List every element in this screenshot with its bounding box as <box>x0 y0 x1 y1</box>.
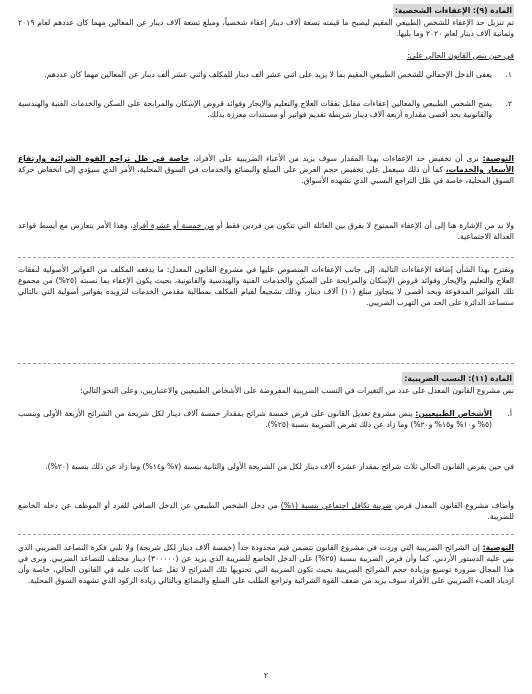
current-brackets: في حين يفرض القانون الحالي ثلاث شرائح بمقدار عشرة آلاف دينار لكل من الشريحة الأولى والثانية بنسبة (٧% و١٤%) وما زاد عن ذلك بنسبة (٢٠%). <box>45 462 514 471</box>
article-11-intro: نص مشروع القانون المعدل على عدد من التغيرات في النسب الضريبية المفروضة على الأشخاص الطبيعيين والاعتباريين، وعلى النحو التالي: <box>80 386 514 395</box>
divider <box>18 363 514 364</box>
document-page <box>18 0 514 694</box>
article-11-title: المادة (١١): النسب الضريبية: <box>404 374 512 383</box>
article-9-recommendation: التوصية: نرى أن تخفيض حد الإعفاءات بهذا المقدار سوف يزيد من الأعباء الضريبية على الأفراد، خاصة في ظل تراجع القوة الشرائية وارتفاع الأسعار والخدمات، كما أن ذلك سيعمل على تخفيض حجم العرض على السلع والبضائع والخدمات في السوق المحلية، الأمر الذي سيؤدي إلى انخفاض حركة السوق المحلية، خاصة في ظل التراجع النسبي الذي تشهده الأسواق. <box>18 154 514 185</box>
recommendation-label: التوصية: <box>482 154 514 163</box>
natural-persons-item: أ. الأشخاص الطبيعيين: ينص مشروع تعديل القانون على فرض خمسة شرائح بمقدار خمسة آلاف دينار لكل شريحة من الشرائح الأربعة الأولى وبنسب (٥% و١٠% و١٥% و٢٠%) وما زاد عن ذلك تفرض الضريبة بنسبة (٢٥%). <box>18 409 512 429</box>
exemption-suggestion: ونقترح بهذا الشأن إضافة الإعفاءات التالية، إلى جانب الإعفاءات المنصوص عليها في مشروع القانون المعدل: ما يدفعه المكلف من الفواتير الأصولية لنفقات العلاج والتعليم والإيجار وفوائد قروض الإسكان والمرابحة على السكن والخدمات الفنية والهندسية والقانونية، بحيث يكون الإعفاء بما نسبته (٢٥%) من مجموع تلك الفواتير المدفوعة وبحد أقصى لا يتجاوز مبلغ (١٠) آلاف دينار، وذلك تشجيعاً لقيام المكلف بمطالبة مقدمي الخدمات لتزويده بفواتير أصولية التي بالتالي ستساعد الدائرة على الحد من التهرب الضريبي. <box>18 265 514 307</box>
recommendation-label: التوصية: <box>482 543 514 552</box>
page-number: ٢ <box>263 671 269 680</box>
recommendation-emphasis: خاصة في ظل تراجع القوة الشرائية وارتفاع الأسعار والخدمات، <box>18 154 514 174</box>
social-solidarity-tax: وأضاف مشروع القانون المعدل فرض ضريبة تكافل اجتماعي بنسبة (١%) من دخل الشخص الطبيعي عن الدخل الصافي للفرد أو الموظف عن دخله الخاضع للضريبة. <box>18 501 515 521</box>
natural-persons-label: الأشخاص الطبيعيين: <box>415 409 492 418</box>
article-11-title-row <box>18 372 514 385</box>
article-9-intro: تم تنزيل حد الإعفاء للشخص الطبيعي المقيم ليصبح ما قيمته تسعة ألاف دينار إعفاء شخصياً، ومبلغ تسعة آلاف دينار عن المعالين مهما كان عددهم لعام ٢٠١٩ وثمانية آلاف دينار لعام ٢٠٢٠ وما يليها. <box>18 18 514 38</box>
current-law-item-1: ١. يعفى الدخل الإجمالي للشخص الطبيعي المقيم بما لا يزيد على اثني عشر ألف دينار للمكلف واثني عشر ألف دينار عن المعالين مهما كان عددهم. <box>44 70 512 79</box>
item-number: ٢. <box>505 99 512 108</box>
article-9-title-row <box>18 4 514 17</box>
current-law-heading-row <box>18 50 514 61</box>
item-letter: أ. <box>507 409 512 418</box>
social-solidarity-emphasis: ضريبة تكافل اجتماعي بنسبة (١%) <box>280 501 392 510</box>
current-law-item-2: ٢. يمنح الشخص الطبيعي والمعالين إعفاءات مقابل نفقات العلاج والتعليم والإيجار وفوائد قروض الإسكان والمرابحة على السكن والخدمات الفنية والهندسية والقانونية بحد أقصى مقداره أربعة آلاف دينار شريطة تقديم فواتير أو مستندات معززة بذلك. <box>18 99 512 119</box>
item-number: ١. <box>505 70 512 79</box>
family-note: ولا بد من الإشارة هنا إلى أن الإعفاء الممنوح لا يفرق بين العائلة التي تتكون من فردين فقط أو من خمسة أو عشرة أفراد، وهذا الأمر يتعارض مع أبسط قواعد العدالة الاجتماعية. <box>18 221 514 241</box>
family-note-emphasis: من خمسة أو عشرة أفراد <box>132 221 214 230</box>
current-law-heading: في حين ينص القانون الحالي على: <box>407 51 514 60</box>
article-9-title: المادة (٩): الإعفاءات الشخصية: <box>394 6 512 15</box>
divider <box>18 534 514 535</box>
divider <box>18 257 514 258</box>
article-11-recommendation: التوصية: إن الشرائح الضريبية التي وردت في مشروع القانون تتضمن قيم محدودة جداً (خمسة آلاف دينار لكل شريحة) ولا تلبي فكرة التصاعد الضريبي الذي نص عليه الدستور الأردني. كما وأن فرض الضريبة بنسبة (٢٥%) على الدخل الخاضع للضريبة الذي يزيد عن (٣٠٠٠٠٠) دينار مختلف للتصاعد الضريبي. ونرى في هذا المجال ضرورة توسيع وزيادة حجم الشرائح الضريبية بحيث تكون الضريبة التي تحتويها تلك الشرائح لا تقل عما كانت عليه في القانون الحالي، خاصة وأن ازدياد العبء الضريبي على الأفراد سوف يزيد من ضعف القوة الشرائية وتراجع الطلب على السلع والبضائع وبالتالي زيادة الركود الذي تشهده السوق المحلية. <box>18 543 514 585</box>
